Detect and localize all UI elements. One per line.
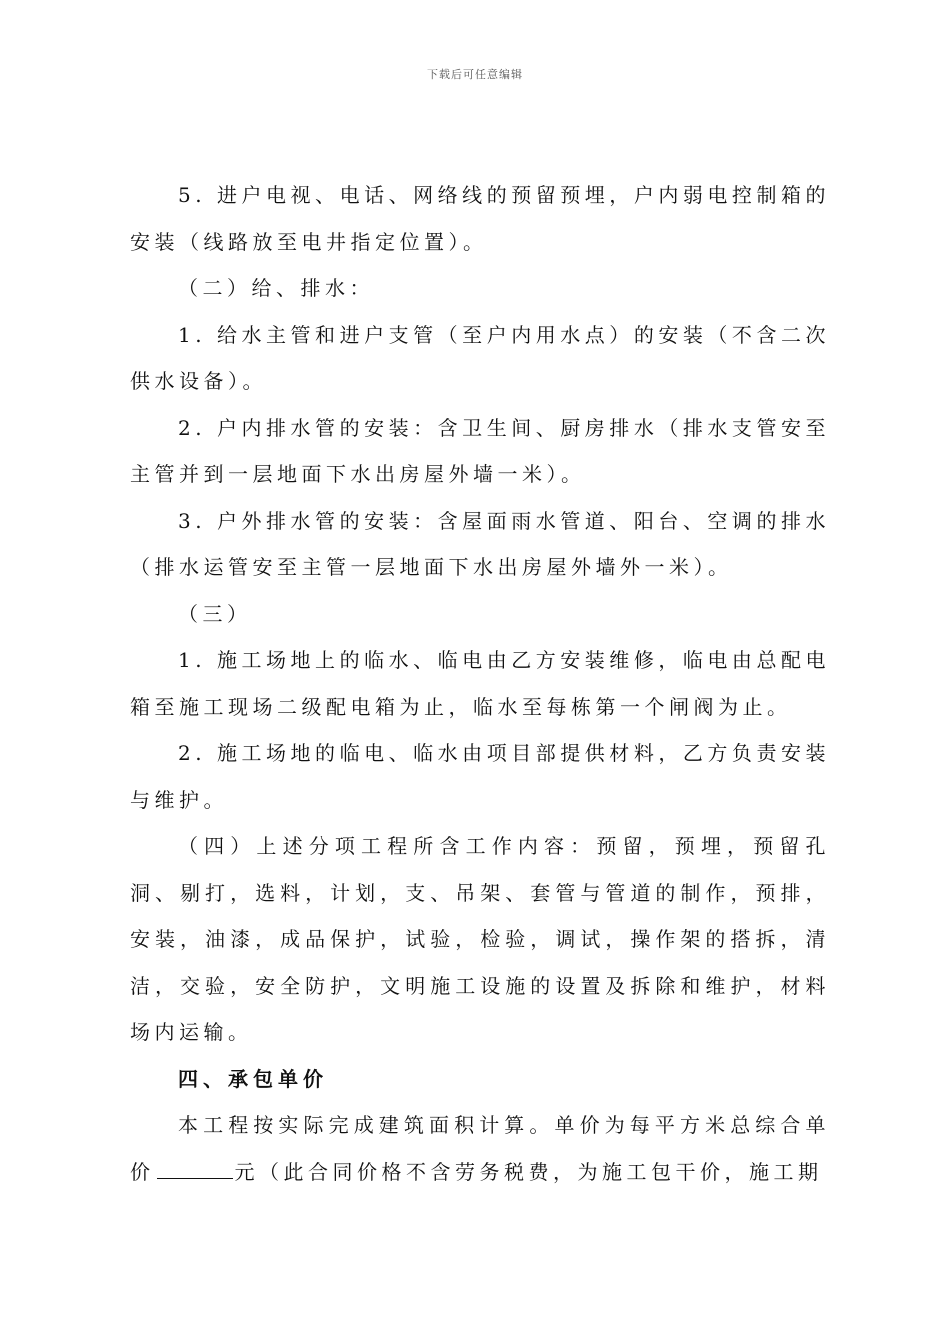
document-body	[130, 172, 830, 1195]
paragraph-indoor-drainage: 2. 户内排水管的安装：含卫生间、厨房排水（排水支管安至主管并到一层地面下水出房屋外墙一米）。	[130, 415, 830, 486]
subheading-water-supply-drainage: （二）给、排水：	[178, 276, 374, 300]
page-header: 下载后可任意编辑	[427, 68, 523, 81]
subheading-three: （三）	[178, 601, 252, 626]
paragraph-outdoor-drainage: 3. 户外排水管的安装：含屋面雨水管道、阳台、空调的排水（排水运管安至主管一层地面下水出房屋外墙外一米）。	[130, 508, 830, 579]
paragraph-temporary-materials: 2. 施工场地的临电、临水由项目部提供材料，乙方负责安装与维护。	[130, 741, 830, 812]
section-heading-unit-price: 四、承包单价	[178, 1066, 328, 1091]
price-blank-line	[157, 1158, 233, 1179]
paragraph-water-supply-pipes: 1. 给水主管和进户支管（至户内用水点）的安装（不含二次供水设备）。	[130, 322, 830, 393]
paragraph-unit-price	[130, 1102, 830, 1195]
paragraph-work-content: （四）上述分项工程所含工作内容：预留，预埋，预留孔洞、剔打，选料，计划，支、吊架、套管与管道的制作，预排，安装，油漆，成品保护，试验，检验，调试，操作架的搭拆，清洁，交验，安全防护，文明施工设施的设置及拆除和维护，材料场内运输。	[130, 834, 830, 1044]
paragraph-temporary-utilities: 1. 施工场地上的临水、临电由乙方安装维修，临电由总配电箱至施工现场二级配电箱为止，临水至每栋第一个闸阀为止。	[130, 648, 830, 719]
paragraph-weak-current: 5. 进户电视、电话、网络线的预留预埋，户内弱电控制箱的安装（线路放至电井指定位置）。	[130, 183, 830, 254]
price-text-after-blank: 元（此合同价格不含劳务税费，为施工包干价，施工期	[234, 1159, 823, 1184]
price-text-before-blank: 本工程按实际完成建筑面积计算。单价为每平方米总综合单价	[130, 1113, 830, 1184]
